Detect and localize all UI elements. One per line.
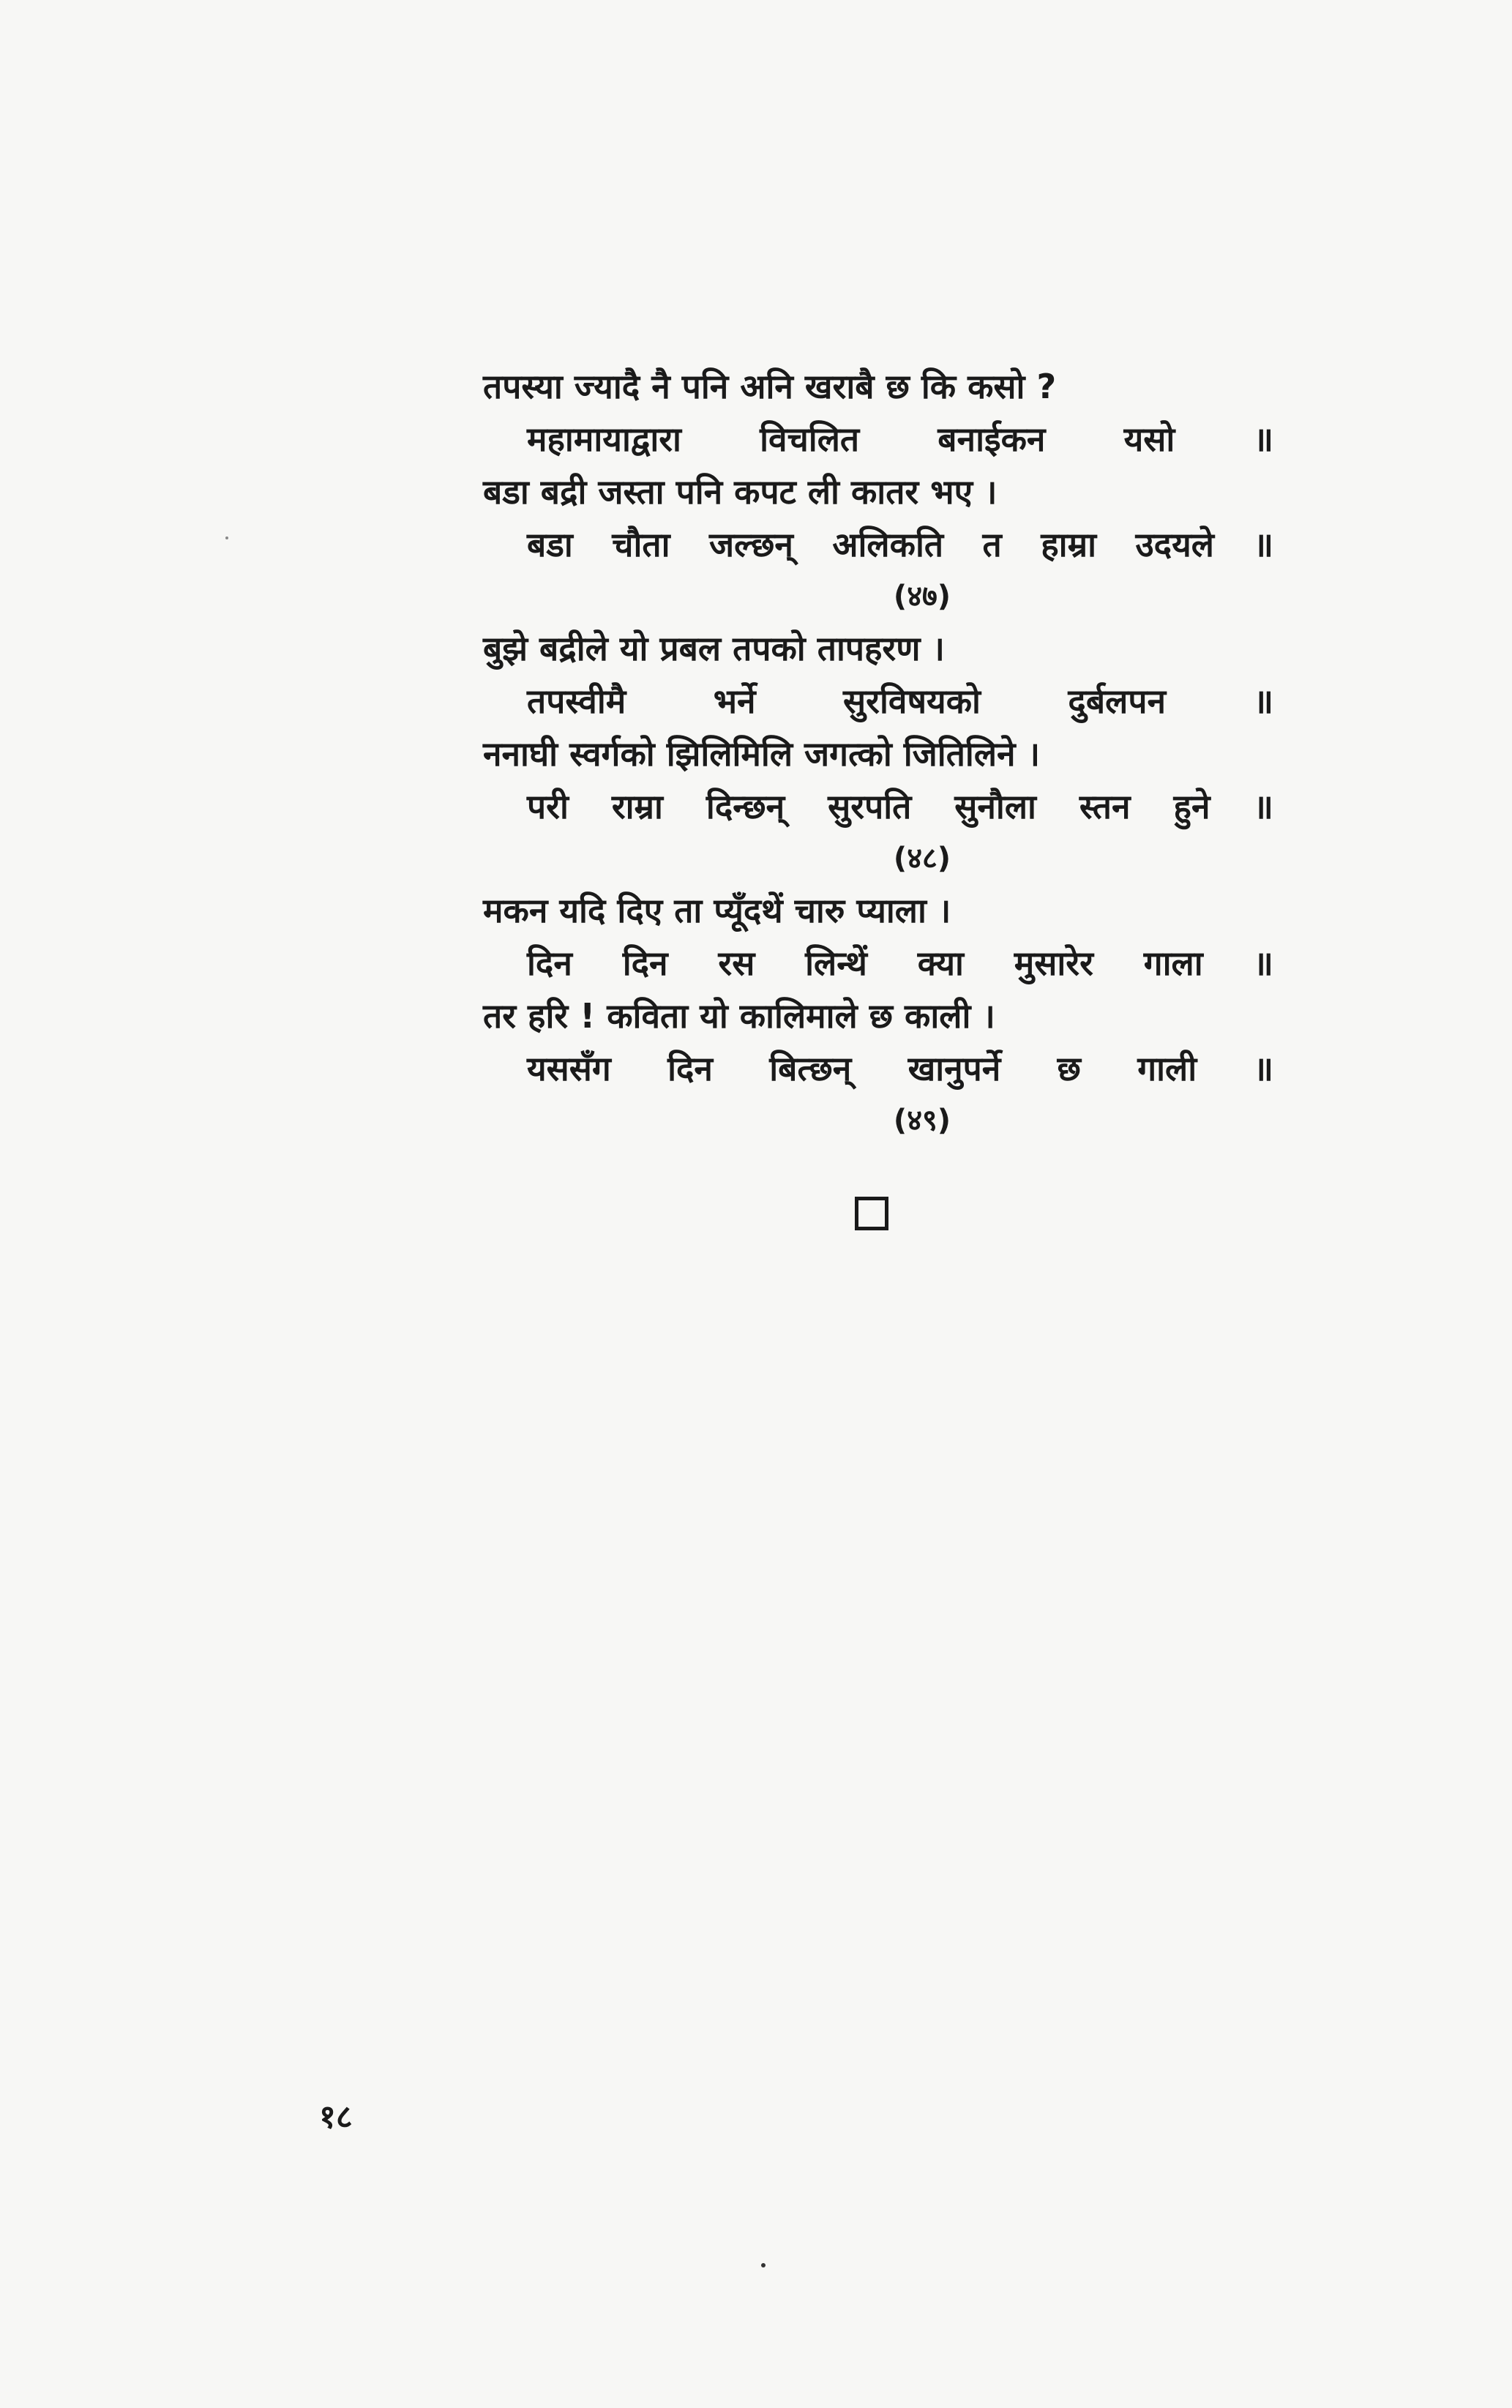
- verse-line: महामायाद्वारा विचलित बनाईकन यसो ॥: [527, 419, 1273, 459]
- verse-line: दिन दिन रस लिन्थें क्या मुसारेर गाला ॥: [527, 943, 1273, 983]
- verse-line: बडा बद्री जस्ता पनि कपट ली कातर भए ।: [483, 472, 998, 512]
- print-speck: [225, 536, 228, 539]
- end-square-icon: [855, 1197, 888, 1230]
- verse-line: ननाघी स्वर्गको झिलिमिलि जगत्को जितिलिने ।: [483, 734, 1041, 774]
- verse-number: (४७): [893, 580, 951, 613]
- verse: [483, 884, 1288, 1146]
- verse-line: तर हरि ! कविता यो कालिमाले छ काली ।: [483, 996, 995, 1036]
- verse: [483, 360, 1288, 622]
- print-speck: [761, 2263, 766, 2267]
- verse-line: बडा चौता जल्छन् अलिकति त हाम्रा उदयले ॥: [527, 525, 1273, 564]
- verse-line: बुझे बद्रीले यो प्रबल तपको तापहरण ।: [483, 629, 945, 668]
- verse-line: परी राम्रा दिन्छन् सुरपति सुनौला स्तन हुने ॥: [527, 787, 1273, 826]
- verse-number: (४९): [893, 1104, 951, 1137]
- verse-line: तपस्वीमै भर्ने सुरविषयको दुर्बलपन ॥: [527, 681, 1273, 721]
- verse-line: तपस्या ज्यादै नै पनि अनि खराबै छ कि कसो ?: [483, 367, 1057, 406]
- poem-body: [483, 360, 1288, 1146]
- verse-line: यससँग दिन बित्छन् खानुपर्ने छ गाली ॥: [527, 1049, 1273, 1088]
- verse-line: मकन यदि दिए ता प्यूँदथें चारु प्याला ।: [483, 891, 951, 930]
- verse: [483, 622, 1288, 884]
- page-number: १८: [319, 2098, 353, 2136]
- verse-number: (४८): [893, 842, 951, 875]
